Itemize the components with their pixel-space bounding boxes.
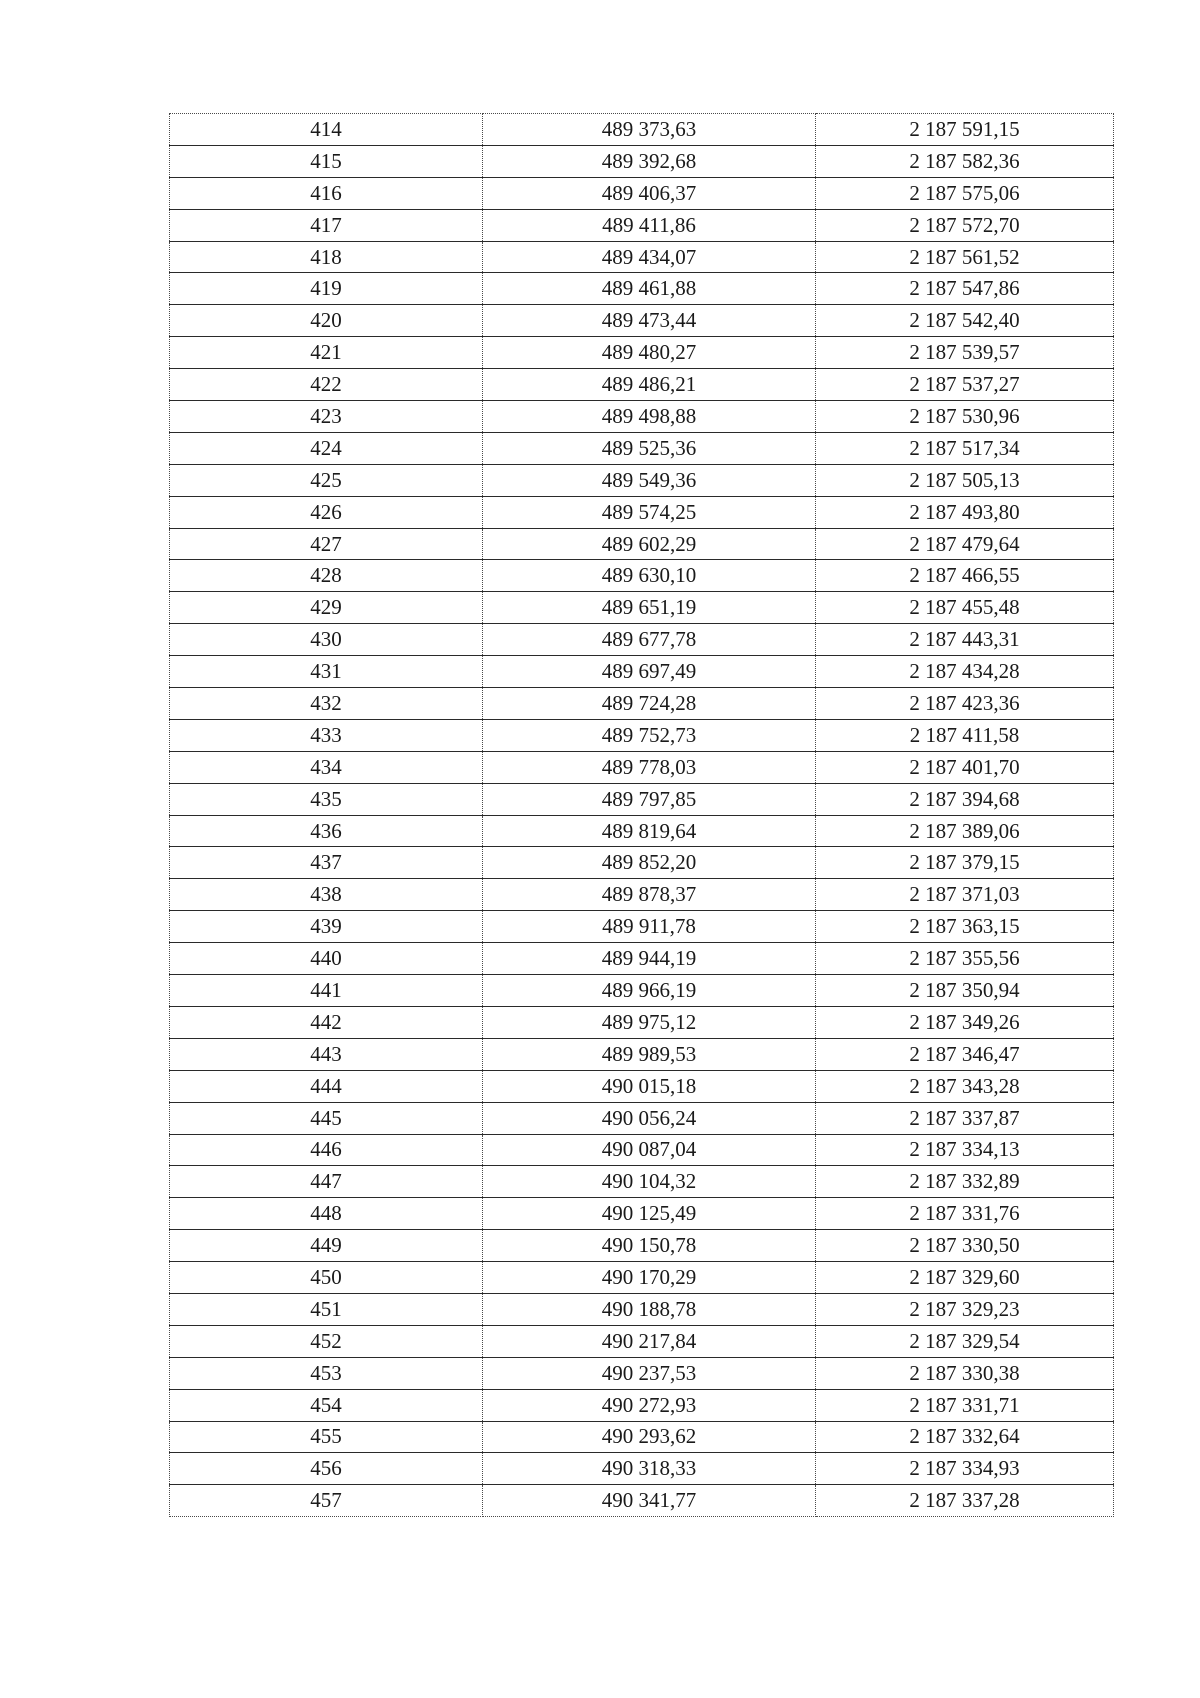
x-coordinate-cell: 490 056,24 <box>483 1102 816 1134</box>
table-row <box>170 560 1114 592</box>
x-coordinate-cell: 489 574,25 <box>483 496 816 528</box>
x-coordinate-cell: 490 015,18 <box>483 1070 816 1102</box>
point-number-cell: 453 <box>170 1357 483 1389</box>
table-row <box>170 1166 1114 1198</box>
table-row <box>170 369 1114 401</box>
x-coordinate-cell: 490 125,49 <box>483 1198 816 1230</box>
x-coordinate-cell: 489 966,19 <box>483 975 816 1007</box>
x-coordinate-cell: 489 549,36 <box>483 464 816 496</box>
y-coordinate-cell: 2 187 411,58 <box>816 719 1114 751</box>
table-row <box>170 911 1114 943</box>
x-coordinate-cell: 490 087,04 <box>483 1134 816 1166</box>
y-coordinate-cell: 2 187 334,13 <box>816 1134 1114 1166</box>
y-coordinate-cell: 2 187 331,71 <box>816 1389 1114 1421</box>
table-row <box>170 1070 1114 1102</box>
y-coordinate-cell: 2 187 591,15 <box>816 114 1114 146</box>
y-coordinate-cell: 2 187 337,87 <box>816 1102 1114 1134</box>
x-coordinate-cell: 489 697,49 <box>483 656 816 688</box>
y-coordinate-cell: 2 187 346,47 <box>816 1038 1114 1070</box>
point-number-cell: 419 <box>170 273 483 305</box>
table-row <box>170 1198 1114 1230</box>
point-number-cell: 427 <box>170 528 483 560</box>
table-row <box>170 496 1114 528</box>
y-coordinate-cell: 2 187 329,60 <box>816 1262 1114 1294</box>
table-row <box>170 1421 1114 1453</box>
y-coordinate-cell: 2 187 363,15 <box>816 911 1114 943</box>
point-number-cell: 438 <box>170 879 483 911</box>
x-coordinate-cell: 490 104,32 <box>483 1166 816 1198</box>
y-coordinate-cell: 2 187 329,54 <box>816 1325 1114 1357</box>
y-coordinate-cell: 2 187 334,93 <box>816 1453 1114 1485</box>
x-coordinate-cell: 489 461,88 <box>483 273 816 305</box>
y-coordinate-cell: 2 187 389,06 <box>816 815 1114 847</box>
x-coordinate-cell: 489 602,29 <box>483 528 816 560</box>
x-coordinate-cell: 489 989,53 <box>483 1038 816 1070</box>
coordinates-table <box>169 113 1114 1517</box>
x-coordinate-cell: 489 797,85 <box>483 783 816 815</box>
point-number-cell: 452 <box>170 1325 483 1357</box>
table-row <box>170 1006 1114 1038</box>
table-row <box>170 656 1114 688</box>
y-coordinate-cell: 2 187 530,96 <box>816 401 1114 433</box>
y-coordinate-cell: 2 187 343,28 <box>816 1070 1114 1102</box>
point-number-cell: 457 <box>170 1485 483 1517</box>
point-number-cell: 445 <box>170 1102 483 1134</box>
point-number-cell: 436 <box>170 815 483 847</box>
y-coordinate-cell: 2 187 355,56 <box>816 943 1114 975</box>
y-coordinate-cell: 2 187 572,70 <box>816 209 1114 241</box>
point-number-cell: 443 <box>170 1038 483 1070</box>
x-coordinate-cell: 489 406,37 <box>483 177 816 209</box>
table-row <box>170 592 1114 624</box>
x-coordinate-cell: 490 318,33 <box>483 1453 816 1485</box>
x-coordinate-cell: 489 411,86 <box>483 209 816 241</box>
table-row <box>170 305 1114 337</box>
table-row <box>170 464 1114 496</box>
point-number-cell: 451 <box>170 1293 483 1325</box>
point-number-cell: 430 <box>170 624 483 656</box>
y-coordinate-cell: 2 187 539,57 <box>816 337 1114 369</box>
y-coordinate-cell: 2 187 337,28 <box>816 1485 1114 1517</box>
table-row <box>170 879 1114 911</box>
point-number-cell: 439 <box>170 911 483 943</box>
point-number-cell: 442 <box>170 1006 483 1038</box>
table-row <box>170 719 1114 751</box>
table-row <box>170 1453 1114 1485</box>
table-row <box>170 1357 1114 1389</box>
table-row <box>170 1262 1114 1294</box>
x-coordinate-cell: 489 486,21 <box>483 369 816 401</box>
x-coordinate-cell: 490 170,29 <box>483 1262 816 1294</box>
x-coordinate-cell: 490 188,78 <box>483 1293 816 1325</box>
point-number-cell: 425 <box>170 464 483 496</box>
point-number-cell: 450 <box>170 1262 483 1294</box>
y-coordinate-cell: 2 187 350,94 <box>816 975 1114 1007</box>
y-coordinate-cell: 2 187 466,55 <box>816 560 1114 592</box>
y-coordinate-cell: 2 187 332,89 <box>816 1166 1114 1198</box>
y-coordinate-cell: 2 187 331,76 <box>816 1198 1114 1230</box>
point-number-cell: 422 <box>170 369 483 401</box>
point-number-cell: 423 <box>170 401 483 433</box>
table-row <box>170 528 1114 560</box>
y-coordinate-cell: 2 187 455,48 <box>816 592 1114 624</box>
point-number-cell: 414 <box>170 114 483 146</box>
table-row <box>170 401 1114 433</box>
table-row <box>170 145 1114 177</box>
x-coordinate-cell: 490 272,93 <box>483 1389 816 1421</box>
table-row <box>170 337 1114 369</box>
table-row <box>170 1038 1114 1070</box>
x-coordinate-cell: 489 852,20 <box>483 847 816 879</box>
table-row <box>170 688 1114 720</box>
y-coordinate-cell: 2 187 434,28 <box>816 656 1114 688</box>
x-coordinate-cell: 489 392,68 <box>483 145 816 177</box>
y-coordinate-cell: 2 187 517,34 <box>816 432 1114 464</box>
table-row <box>170 1325 1114 1357</box>
table-row <box>170 432 1114 464</box>
y-coordinate-cell: 2 187 561,52 <box>816 241 1114 273</box>
table-row <box>170 624 1114 656</box>
x-coordinate-cell: 489 911,78 <box>483 911 816 943</box>
point-number-cell: 440 <box>170 943 483 975</box>
point-number-cell: 455 <box>170 1421 483 1453</box>
y-coordinate-cell: 2 187 542,40 <box>816 305 1114 337</box>
x-coordinate-cell: 489 819,64 <box>483 815 816 847</box>
point-number-cell: 449 <box>170 1230 483 1262</box>
x-coordinate-cell: 489 944,19 <box>483 943 816 975</box>
x-coordinate-cell: 489 651,19 <box>483 592 816 624</box>
point-number-cell: 434 <box>170 751 483 783</box>
table-row <box>170 1389 1114 1421</box>
x-coordinate-cell: 489 975,12 <box>483 1006 816 1038</box>
y-coordinate-cell: 2 187 394,68 <box>816 783 1114 815</box>
y-coordinate-cell: 2 187 493,80 <box>816 496 1114 528</box>
point-number-cell: 444 <box>170 1070 483 1102</box>
table-row <box>170 751 1114 783</box>
table-row <box>170 783 1114 815</box>
table-row <box>170 815 1114 847</box>
x-coordinate-cell: 490 150,78 <box>483 1230 816 1262</box>
point-number-cell: 432 <box>170 688 483 720</box>
table-row <box>170 273 1114 305</box>
y-coordinate-cell: 2 187 575,06 <box>816 177 1114 209</box>
y-coordinate-cell: 2 187 329,23 <box>816 1293 1114 1325</box>
y-coordinate-cell: 2 187 349,26 <box>816 1006 1114 1038</box>
x-coordinate-cell: 490 341,77 <box>483 1485 816 1517</box>
y-coordinate-cell: 2 187 547,86 <box>816 273 1114 305</box>
point-number-cell: 428 <box>170 560 483 592</box>
table-row <box>170 1230 1114 1262</box>
x-coordinate-cell: 489 630,10 <box>483 560 816 592</box>
x-coordinate-cell: 489 724,28 <box>483 688 816 720</box>
y-coordinate-cell: 2 187 537,27 <box>816 369 1114 401</box>
point-number-cell: 456 <box>170 1453 483 1485</box>
y-coordinate-cell: 2 187 330,38 <box>816 1357 1114 1389</box>
point-number-cell: 429 <box>170 592 483 624</box>
table-row <box>170 241 1114 273</box>
point-number-cell: 420 <box>170 305 483 337</box>
point-number-cell: 448 <box>170 1198 483 1230</box>
table-row <box>170 209 1114 241</box>
point-number-cell: 421 <box>170 337 483 369</box>
point-number-cell: 447 <box>170 1166 483 1198</box>
y-coordinate-cell: 2 187 371,03 <box>816 879 1114 911</box>
y-coordinate-cell: 2 187 332,64 <box>816 1421 1114 1453</box>
y-coordinate-cell: 2 187 401,70 <box>816 751 1114 783</box>
point-number-cell: 415 <box>170 145 483 177</box>
y-coordinate-cell: 2 187 479,64 <box>816 528 1114 560</box>
point-number-cell: 417 <box>170 209 483 241</box>
table-row <box>170 943 1114 975</box>
point-number-cell: 441 <box>170 975 483 1007</box>
x-coordinate-cell: 489 525,36 <box>483 432 816 464</box>
x-coordinate-cell: 489 480,27 <box>483 337 816 369</box>
x-coordinate-cell: 489 752,73 <box>483 719 816 751</box>
y-coordinate-cell: 2 187 582,36 <box>816 145 1114 177</box>
point-number-cell: 437 <box>170 847 483 879</box>
x-coordinate-cell: 489 778,03 <box>483 751 816 783</box>
x-coordinate-cell: 490 217,84 <box>483 1325 816 1357</box>
x-coordinate-cell: 489 473,44 <box>483 305 816 337</box>
table-row <box>170 1102 1114 1134</box>
table-row <box>170 114 1114 146</box>
x-coordinate-cell: 489 878,37 <box>483 879 816 911</box>
y-coordinate-cell: 2 187 423,36 <box>816 688 1114 720</box>
y-coordinate-cell: 2 187 330,50 <box>816 1230 1114 1262</box>
point-number-cell: 454 <box>170 1389 483 1421</box>
x-coordinate-cell: 489 373,63 <box>483 114 816 146</box>
table-row <box>170 1134 1114 1166</box>
point-number-cell: 424 <box>170 432 483 464</box>
table-row <box>170 975 1114 1007</box>
point-number-cell: 431 <box>170 656 483 688</box>
y-coordinate-cell: 2 187 443,31 <box>816 624 1114 656</box>
table-row <box>170 1485 1114 1517</box>
coordinates-table-body <box>170 114 1114 1517</box>
x-coordinate-cell: 489 434,07 <box>483 241 816 273</box>
point-number-cell: 435 <box>170 783 483 815</box>
x-coordinate-cell: 489 498,88 <box>483 401 816 433</box>
point-number-cell: 418 <box>170 241 483 273</box>
x-coordinate-cell: 490 293,62 <box>483 1421 816 1453</box>
table-row <box>170 847 1114 879</box>
y-coordinate-cell: 2 187 505,13 <box>816 464 1114 496</box>
table-row <box>170 177 1114 209</box>
table-row <box>170 1293 1114 1325</box>
point-number-cell: 426 <box>170 496 483 528</box>
x-coordinate-cell: 489 677,78 <box>483 624 816 656</box>
y-coordinate-cell: 2 187 379,15 <box>816 847 1114 879</box>
point-number-cell: 433 <box>170 719 483 751</box>
point-number-cell: 446 <box>170 1134 483 1166</box>
x-coordinate-cell: 490 237,53 <box>483 1357 816 1389</box>
point-number-cell: 416 <box>170 177 483 209</box>
